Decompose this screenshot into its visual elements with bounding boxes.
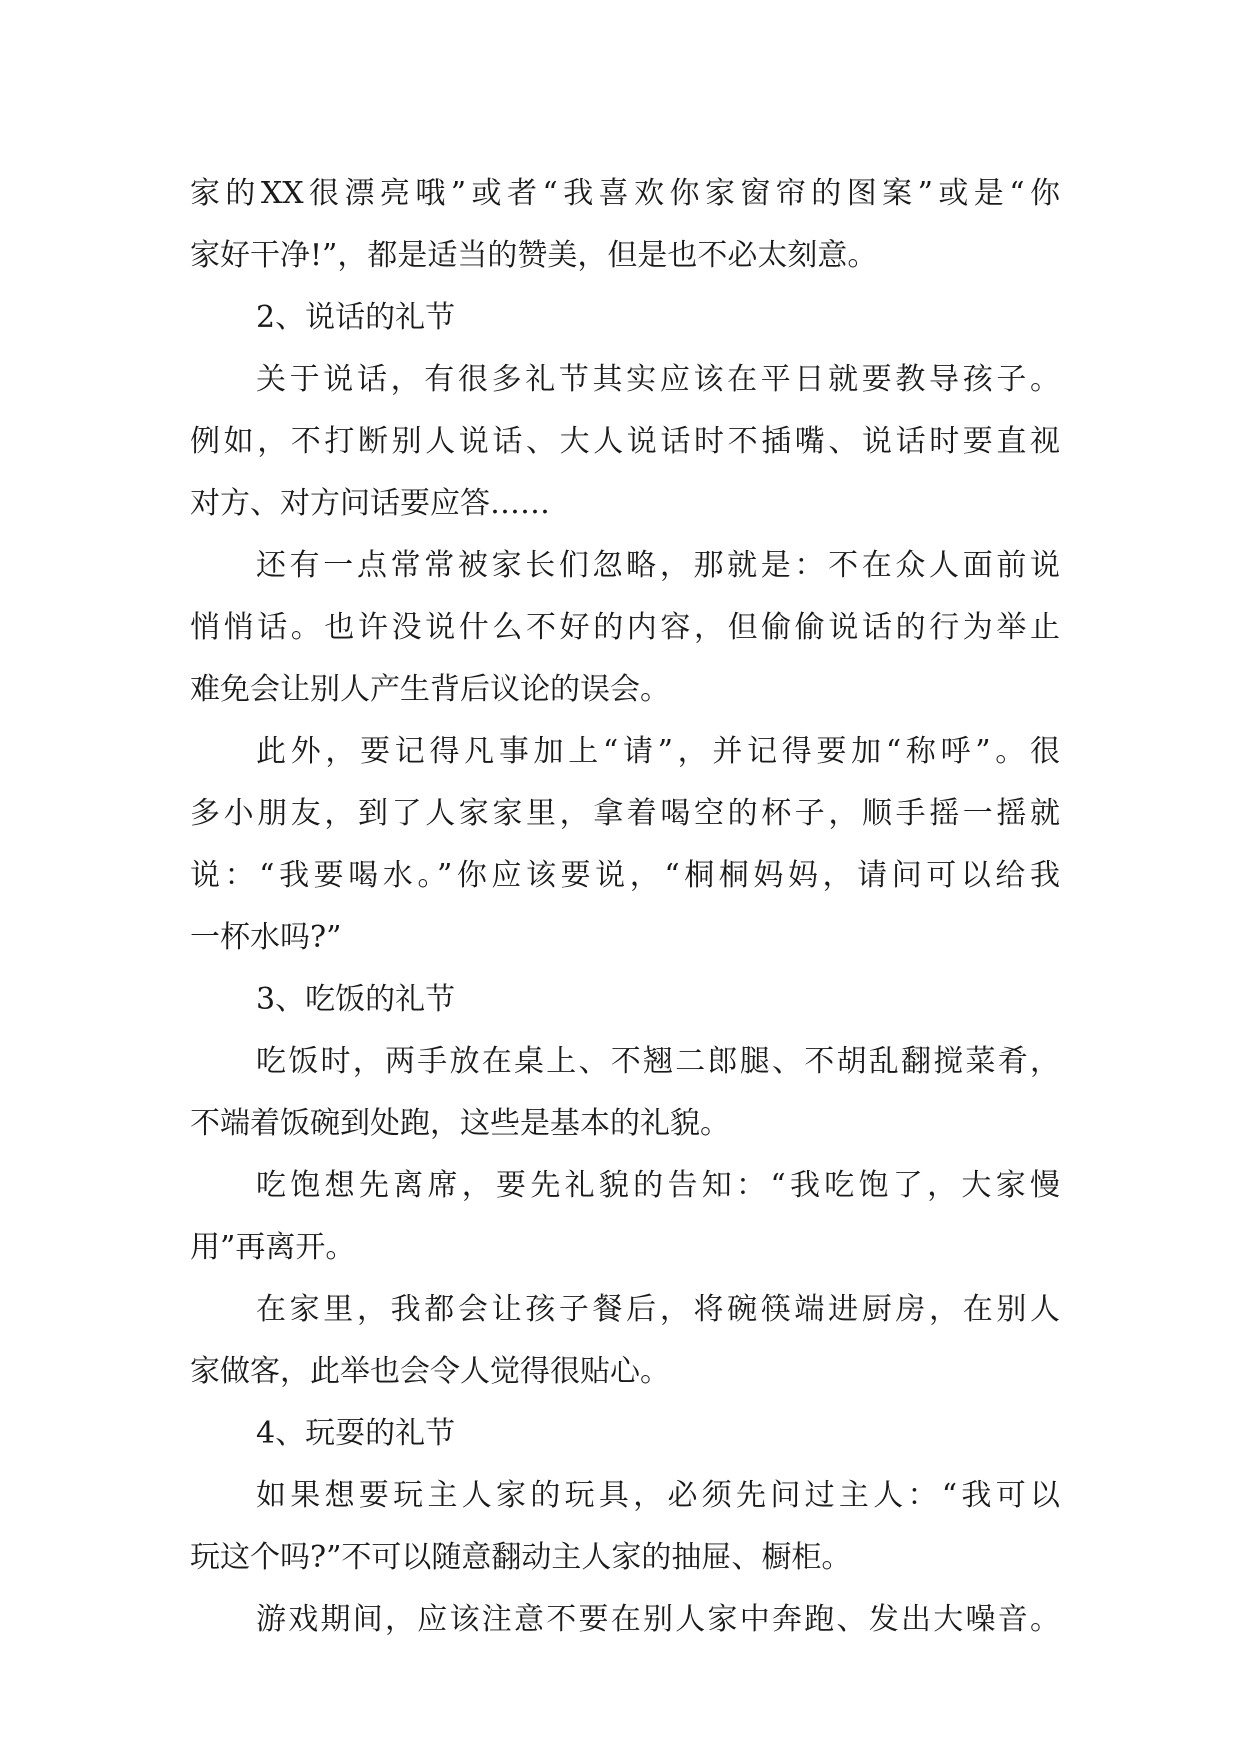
paragraph-line: 游戏期间，应该注意不要在别人家中奔跑、发出大噪音。 bbox=[256, 1602, 1060, 1637]
paragraph-line: 对方、对方问话要应答…… bbox=[190, 486, 550, 521]
paragraph-line: 家好干净!”，都是适当的赞美，但是也不必太刻意。 bbox=[190, 238, 878, 273]
paragraph-line: 多小朋友，到了人家家里，拿着喝空的杯子，顺手摇一摇就 bbox=[190, 796, 1060, 831]
section-heading: 4、玩耍的礼节 bbox=[256, 1416, 456, 1451]
paragraph-line: 此外，要记得凡事加上“请”，并记得要加“称呼”。很 bbox=[256, 734, 1060, 769]
paragraph-line: 说：“我要喝水。”你应该要说，“桐桐妈妈，请问可以给我 bbox=[190, 858, 1060, 893]
paragraph-line: 吃饭时，两手放在桌上、不翘二郎腿、不胡乱翻搅菜肴， bbox=[256, 1044, 1060, 1079]
paragraph-line: 关于说话，有很多礼节其实应该在平日就要教导孩子。 bbox=[256, 362, 1060, 397]
paragraph-line: 悄悄话。也许没说什么不好的内容，但偷偷说话的行为举止 bbox=[190, 610, 1060, 645]
paragraph-line: 还有一点常常被家长们忽略，那就是：不在众人面前说 bbox=[256, 548, 1060, 583]
paragraph-line: 如果想要玩主人家的玩具，必须先问过主人：“我可以 bbox=[256, 1478, 1060, 1513]
section-heading: 3、吃饭的礼节 bbox=[256, 982, 456, 1017]
paragraph-line: 家的XX很漂亮哦”或者“我喜欢你家窗帘的图案”或是“你 bbox=[190, 176, 1060, 211]
paragraph-line: 吃饱想先离席，要先礼貌的告知：“我吃饱了，大家慢 bbox=[256, 1168, 1060, 1203]
body-text bbox=[190, 163, 1060, 1651]
section-heading: 2、说话的礼节 bbox=[256, 300, 456, 335]
paragraph-line: 家做客，此举也会令人觉得很贴心。 bbox=[190, 1354, 670, 1389]
paragraph-line: 玩这个吗?”不可以随意翻动主人家的抽屉、橱柜。 bbox=[190, 1540, 852, 1575]
paragraph-line: 在家里，我都会让孩子餐后，将碗筷端进厨房，在别人 bbox=[256, 1292, 1060, 1327]
paragraph-line: 例如，不打断别人说话、大人说话时不插嘴、说话时要直视 bbox=[190, 424, 1060, 459]
paragraph-line: 难免会让别人产生背后议论的误会。 bbox=[190, 672, 670, 707]
paragraph-line: 不端着饭碗到处跑，这些是基本的礼貌。 bbox=[190, 1106, 730, 1141]
paragraph-line: 用”再离开。 bbox=[190, 1230, 356, 1265]
paragraph-line: 一杯水吗?” bbox=[190, 920, 342, 955]
